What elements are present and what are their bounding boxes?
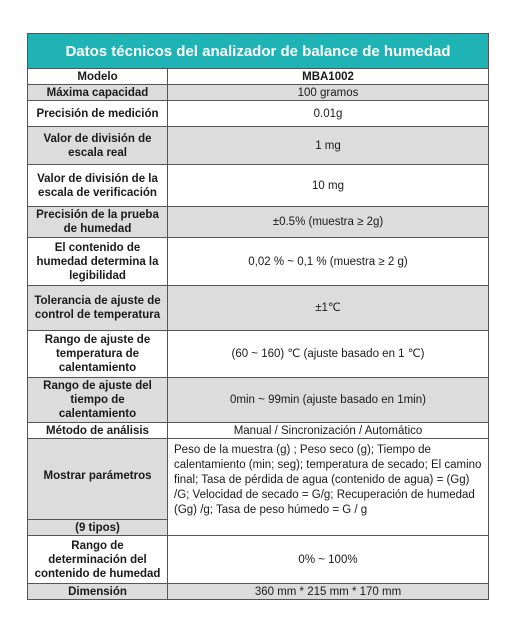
table-row [28,127,489,165]
row-value: ±0.5% (muestra ≥ 2g) [168,207,489,238]
row-label: Rango de ajuste de temperatura de calentamiento [28,331,168,378]
row-value: 0% ~ 100% [168,536,489,584]
table-row [28,207,489,238]
table-row [28,69,489,85]
row-value: 100 gramos [168,85,489,101]
row-label: Precisión de medición [28,101,168,127]
row-label: Rango de determinación del contenido de humedad [28,536,168,584]
row-label: Precisión de la prueba de humedad [28,207,168,238]
row-value: 0,02 % ~ 0,1 % (muestra ≥ 2 g) [168,238,489,286]
row-value: (60 ~ 160) ℃ (ajuste basado en 1 ℃) [168,331,489,378]
row-label-cell [28,439,168,536]
row-value: Peso de la muestra (g) ; Peso seco (g); Tiempo de calentamiento (min; seg); temperatura de secado; El camino final; Tasa de pérdida de agua (contenido de agua) = (Gg) /G; Velocidad de secado = G/g; Recuperación de humedad (Gg) /g; Tasa de peso húmedo = G / g [174,444,482,516]
table-row [28,536,489,584]
table-title: Datos técnicos del analizador de balance de humedad [27,33,489,68]
params-label-box [28,439,167,535]
row-label: Valor de división de escala real [28,127,168,165]
table-row [28,378,489,423]
row-label: Tolerancia de ajuste de control de temperatura [28,286,168,331]
table-row [28,423,489,439]
table-row [28,331,489,378]
table-row [28,439,489,536]
row-value: 10 mg [168,165,489,207]
spec-table [27,68,489,600]
table-row [28,165,489,207]
row-label: Dimensión [28,584,168,600]
row-label: Rango de ajuste del tiempo de calentamiento [28,378,168,423]
row-value: 0min ~ 99min (ajuste basado en 1min) [168,378,489,423]
row-label: El contenido de humedad determina la legibilidad [28,238,168,286]
row-label: Modelo [28,69,168,85]
row-label: Máxima capacidad [28,85,168,101]
table-row [28,584,489,600]
row-value: Manual / Sincronización / Automático [168,423,489,439]
row-value: ±1℃ [168,286,489,331]
row-label: Mostrar parámetros [43,470,152,482]
row-value: 360 mm * 215 mm * 170 mm [168,584,489,600]
row-label: Valor de división de la escala de verificación [28,165,168,207]
table-row [28,101,489,127]
table-row [28,238,489,286]
row-value: MBA1002 [168,69,489,85]
row-value: 0.01g [168,101,489,127]
table-row [28,85,489,101]
spec-sheet [27,33,489,600]
row-sublabel: (9 tipos) [28,519,167,535]
row-value-cell [168,439,489,536]
table-row [28,286,489,331]
row-value: 1 mg [168,127,489,165]
row-label: Método de análisis [28,423,168,439]
